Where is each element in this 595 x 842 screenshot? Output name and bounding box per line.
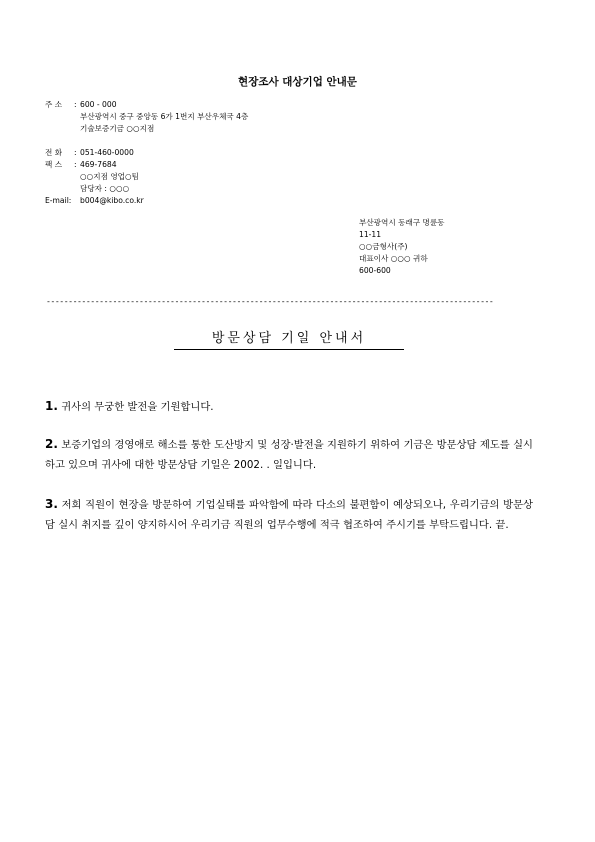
recipient-address-number: 11-11 <box>359 230 382 239</box>
paragraph-text: 보증기업의 경영애로 해소를 통한 도산방지 및 성장·발전을 지원하기 위하여 기금은 방문상담 제도를 실시하고 있으며 귀사에 대한 방문상담 기일은 2002. . 일입니다. <box>45 439 533 471</box>
fax-number: 469-7684 <box>80 160 117 169</box>
fax-label: 팩 스 <box>45 160 63 169</box>
paragraph-number: 3. <box>45 497 58 511</box>
postal-code: 600 - 000 <box>80 100 117 109</box>
paragraph-text: 저희 직원이 현장을 방문하여 기업실태를 파악함에 따라 다소의 불편함이 예상되오나, 우리기금의 방문상담 실시 취지를 깊이 양지하시어 우리기금 직원의 업무수행에 적극 협조하여 주시기를 부탁드립니다. 끝. <box>45 499 533 531</box>
colon: : <box>74 148 77 157</box>
recipient-ceo: 대표이사 ○○○ 귀하 <box>359 254 428 263</box>
phone-number: 051-460-0000 <box>80 148 134 157</box>
recipient-address: 부산광역시 동래구 명륜동 <box>359 218 445 227</box>
subject-heading: 방문상담 기일 안내서 <box>174 327 404 350</box>
document-title: 현장조사 대상기업 안내문 <box>238 76 357 88</box>
address-line-1: 부산광역시 중구 중앙동 6가 1번지 부산우체국 4층 <box>80 112 249 121</box>
paragraph-number: 2. <box>45 437 58 451</box>
address-label: 주 소 <box>45 100 63 109</box>
phone-label: 전 화 <box>45 148 63 157</box>
paragraph-text: 귀사의 무궁한 발전을 기원합니다. <box>57 401 214 413</box>
paragraph-2 <box>45 434 533 475</box>
paragraph-3 <box>45 494 533 535</box>
colon: : <box>74 160 77 169</box>
email-address[interactable]: b004@kibo.co.kr <box>80 196 144 205</box>
dashed-divider: ----------------------------------------------------------------------------------------------------- <box>46 296 494 306</box>
email-label: E-mail: <box>45 196 72 205</box>
paragraph-number: 1. <box>45 399 58 413</box>
recipient-postal-code: 600-600 <box>359 266 391 275</box>
manager-name: 담당자 : ○○○ <box>80 184 130 193</box>
paragraph-1 <box>45 396 533 417</box>
recipient-company: ○○금형사(주) <box>359 242 408 251</box>
address-line-2: 기술보증기금 ○○지점 <box>80 124 155 133</box>
colon: : <box>74 100 77 109</box>
team-name: ○○지점 영업○팀 <box>80 172 139 181</box>
